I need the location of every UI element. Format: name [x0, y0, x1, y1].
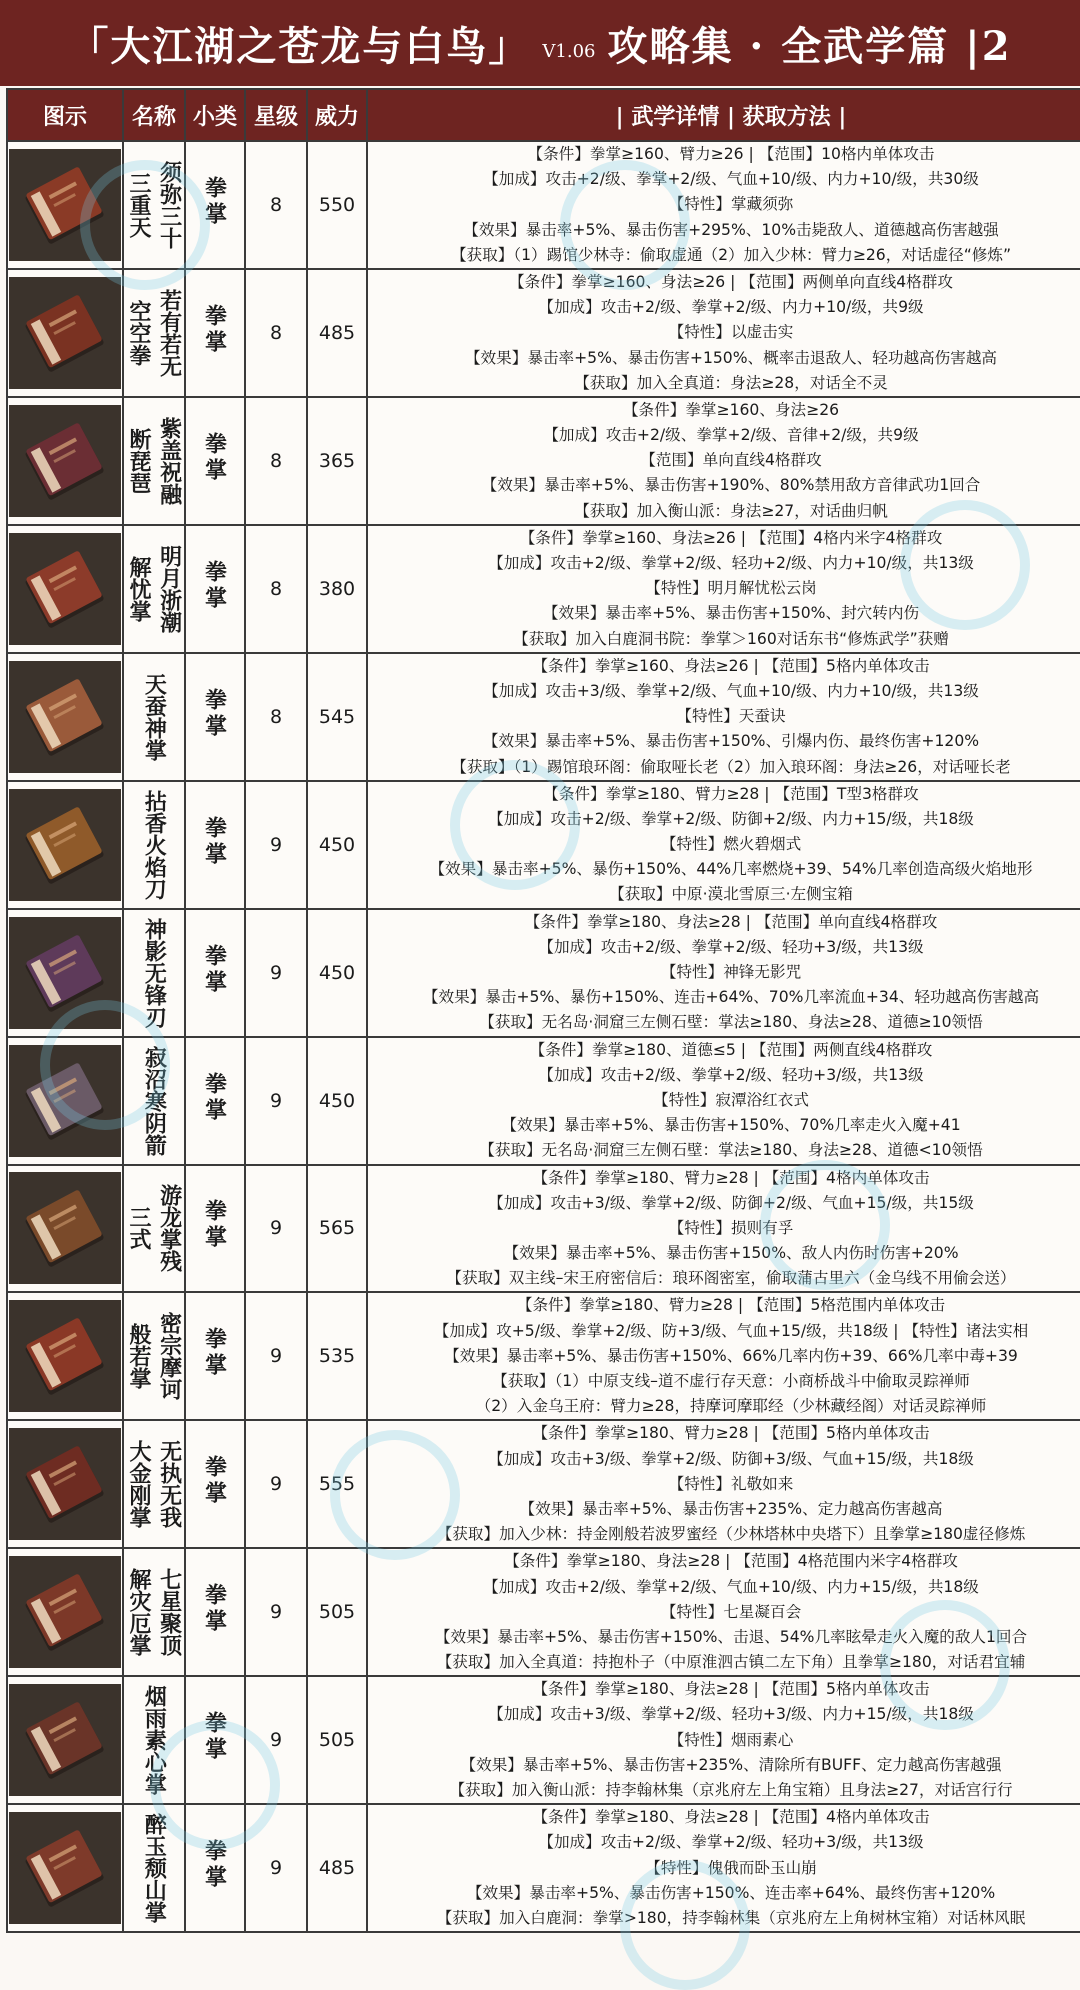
power-value: 485	[307, 1804, 367, 1932]
table-row	[7, 1420, 1080, 1548]
category-cell	[185, 397, 245, 525]
detail-line: 【条件】拳掌≥180、臂力≥28 | 【范围】T型3格群攻	[543, 784, 919, 803]
bamboo-scroll-icon	[9, 661, 121, 773]
detail-line: 【获取】加入白鹿洞书院：拳掌＞160对话东书“修炼武学”获赠	[513, 629, 949, 648]
skill-name	[124, 785, 184, 905]
category-cell	[185, 1676, 245, 1804]
table-row	[7, 525, 1080, 653]
skill-name-column: 醉玉颓山掌	[141, 1813, 168, 1924]
skill-name-cell	[123, 1292, 185, 1420]
icon-cell	[7, 653, 123, 781]
skill-name-cell	[123, 525, 185, 653]
category-label: 拳掌	[201, 1327, 228, 1380]
star-level: 9	[245, 1804, 307, 1932]
category-cell	[185, 525, 245, 653]
icon-cell	[7, 909, 123, 1037]
star-level: 9	[245, 1165, 307, 1293]
category-cell	[185, 1804, 245, 1932]
skill-name-column: 神影无锋刃	[141, 917, 168, 1028]
detail-line: 【获取】加入衡山派：身法≥27，对话曲归帆	[574, 501, 888, 520]
skill-name-column: 若有若无	[156, 288, 183, 377]
category-cell	[185, 781, 245, 909]
detail-line: 【获取】中原·漠北雪原三·左侧宝箱	[609, 885, 853, 904]
skill-name-column: 游龙掌残	[156, 1184, 183, 1273]
detail-line: 【加成】攻击+2/级、拳掌+2/级、音律+2/级，共9级	[543, 426, 919, 445]
detail-line: 【特性】天蚕诀	[676, 707, 786, 726]
category-cell	[185, 1420, 245, 1548]
category-label: 拳掌	[201, 815, 228, 868]
detail-line: 【获取】（1）中原支线–道不虚行存天意：小商桥战斗中偷取灵踪禅师	[492, 1372, 970, 1390]
table-row	[7, 1804, 1080, 1932]
detail-line: 【特性】烟雨素心	[668, 1730, 794, 1749]
category-cell	[185, 653, 245, 781]
category-label: 拳掌	[201, 943, 228, 996]
column-header-category: 小类	[185, 89, 245, 141]
martial-arts-table	[6, 88, 1080, 1933]
book-darkred-icon	[9, 1428, 121, 1540]
detail-line: 【特性】神锋无影咒	[660, 963, 802, 981]
category-label: 拳掌	[201, 559, 228, 612]
category-cell	[185, 141, 245, 269]
detail-cell	[367, 1676, 1080, 1804]
detail-line: 【获取】无名岛·洞窟三左侧石壁：掌法≥180、身法≥28、道德<10领悟	[479, 1141, 983, 1160]
detail-line: 【获取】加入少林：持金刚般若波罗蜜经（少林塔林中央塔下）且拳掌≥180虚径修炼	[436, 1525, 1026, 1544]
skill-name	[124, 273, 184, 393]
detail-line: 【加成】攻击+3/级、拳掌+2/级、轻功+3/级、内力+15/级，共18级	[488, 1705, 974, 1724]
skill-name	[124, 529, 184, 649]
star-level: 9	[245, 1420, 307, 1548]
icon-cell	[7, 1292, 123, 1420]
category-label: 拳掌	[201, 1199, 228, 1252]
scroll-book-red-icon	[9, 149, 121, 261]
category-label: 拳掌	[201, 687, 228, 740]
skill-name-cell	[123, 1420, 185, 1548]
detail-line: 【特性】掌藏须弥	[668, 195, 794, 214]
category-label: 拳掌	[201, 1711, 228, 1764]
category-label: 拳掌	[201, 1583, 228, 1636]
column-header-details: | 武学详情 | 获取方法 |	[367, 89, 1080, 141]
detail-line: 【条件】拳掌≥160、身法≥26 | 【范围】两侧单向直线4格群攻	[509, 272, 953, 291]
detail-line: 【特性】七星凝百会	[660, 1602, 802, 1621]
power-value: 485	[307, 269, 367, 397]
detail-line: 【加成】攻击+2/级、拳掌+2/级、内力+10/级，共9级	[538, 298, 924, 317]
power-value: 450	[307, 1037, 367, 1165]
detail-line: 【条件】拳掌≥180、臂力≥28 | 【范围】5格范围内单体攻击	[516, 1296, 946, 1315]
detail-line: 【条件】拳掌≥180、臂力≥28 | 【范围】4格内单体攻击	[532, 1168, 930, 1187]
icon-cell	[7, 1165, 123, 1293]
detail-cell	[367, 909, 1080, 1037]
detail-line: 【特性】傀俄而卧玉山崩	[645, 1858, 817, 1877]
skill-name	[124, 1168, 184, 1288]
icon-cell	[7, 1037, 123, 1165]
book-torn-icon	[9, 1172, 121, 1284]
skill-name-column: 大金刚掌	[126, 1440, 152, 1529]
icon-cell	[7, 781, 123, 909]
skill-name-column: 三式	[126, 1206, 152, 1251]
detail-line: 【条件】拳掌≥160、身法≥26	[622, 400, 840, 419]
detail-line: 【效果】暴击率+5%、暴伤+150%、44%几率燃烧+39、54%几率创造高级火焰地形	[429, 860, 1033, 879]
table-body	[7, 141, 1080, 1932]
book-blue-icon	[9, 405, 121, 517]
skill-name	[124, 1552, 184, 1672]
skill-name-cell	[123, 781, 185, 909]
skill-name-column: 空空拳	[126, 299, 152, 366]
power-value: 380	[307, 525, 367, 653]
detail-line: 【获取】加入白鹿洞：拳掌>180，持李翰林集（京兆府左上角树林宝箱）对话林风眠	[436, 1908, 1026, 1927]
detail-line: 【获取】加入全真道：身法≥28，对话全不灵	[574, 373, 888, 392]
scroll-bundle-icon	[9, 1556, 121, 1668]
detail-line: 【特性】明月解忧松云岗	[645, 579, 817, 598]
category-label: 拳掌	[201, 1071, 228, 1124]
table-row	[7, 141, 1080, 269]
detail-line: 【加成】攻击+3/级、拳掌+2/级、防御+3/级、气血+15/级，共18级	[488, 1449, 974, 1468]
detail-cell	[367, 1548, 1080, 1676]
detail-line: 【获取】加入衡山派：持李翰林集（京兆府左上角宝箱）且身法≥27，对话宫行行	[449, 1781, 1013, 1799]
icon-cell	[7, 1804, 123, 1932]
star-level: 9	[245, 1548, 307, 1676]
star-level: 8	[245, 141, 307, 269]
table-row	[7, 1676, 1080, 1804]
skill-name-column: 烟雨素心掌	[141, 1685, 168, 1796]
skill-name-cell	[123, 1165, 185, 1293]
detail-cell	[367, 1037, 1080, 1165]
category-cell	[185, 909, 245, 1037]
category-cell	[185, 269, 245, 397]
star-level: 8	[245, 653, 307, 781]
detail-line: 【范围】单向直线4格群攻	[640, 451, 822, 470]
skill-name-cell	[123, 1548, 185, 1676]
detail-line: 【条件】拳掌≥180、身法≥28 | 【范围】4格范围内米字4格群攻	[504, 1552, 958, 1571]
table-row	[7, 269, 1080, 397]
category-label: 拳掌	[201, 175, 228, 228]
category-label: 拳掌	[201, 303, 228, 356]
power-value: 505	[307, 1676, 367, 1804]
detail-cell	[367, 525, 1080, 653]
table-header-row	[7, 89, 1080, 141]
detail-line: 【获取】加入全真道：持抱朴子（中原淮泗古镇二左下角）且拳掌≥180，对话君宜辅	[436, 1653, 1026, 1672]
book-open-icon	[9, 1812, 121, 1924]
skill-name-column: 天蚕神掌	[141, 672, 168, 761]
detail-cell	[367, 781, 1080, 909]
detail-line: 【效果】暴击率+5%、暴击伤害+150%、敌人内伤时伤害+20%	[503, 1244, 959, 1263]
icon-cell	[7, 1548, 123, 1676]
detail-line: 【条件】拳掌≥180、身法≥28 | 【范围】单向直线4格群攻	[524, 912, 938, 931]
book-red-clasp-icon	[9, 1300, 121, 1412]
detail-line: 【特性】损则有孚	[668, 1218, 794, 1237]
detail-line: 【效果】暴击率+5%、暴击伤害+150%、概率击退敌人、轻功越高伤害越高	[464, 348, 998, 367]
icon-cell	[7, 269, 123, 397]
skill-name-column: 须弥三十	[156, 160, 183, 249]
detail-line: 【条件】拳掌≥180、道德≤5 | 【范围】两侧直线4格群攻	[529, 1040, 933, 1059]
table-row	[7, 1292, 1080, 1420]
skill-name-cell	[123, 141, 185, 269]
skill-name-column: 密宗摩诃	[156, 1312, 183, 1401]
detail-cell	[367, 1420, 1080, 1548]
detail-line: 【特性】寂潭浴红衣式	[653, 1090, 809, 1109]
book-gold-icon	[9, 789, 121, 901]
detail-cell	[367, 1804, 1080, 1932]
detail-line: 【加成】攻击+2/级、拳掌+2/级、轻功+3/级，共13级	[538, 1065, 924, 1084]
detail-line: 【条件】拳掌≥180、臂力≥28 | 【范围】5格内单体攻击	[532, 1424, 930, 1443]
detail-line: 【效果】暴击率+5%、暴击伤害+150%、封穴转内伤	[542, 604, 920, 623]
star-level: 8	[245, 269, 307, 397]
detail-cell	[367, 1292, 1080, 1420]
detail-line: 【效果】暴击率+5%、暴击伤害+150%、连击率+64%、最终伤害+120%	[466, 1883, 996, 1902]
table-row	[7, 397, 1080, 525]
power-value: 450	[307, 781, 367, 909]
detail-line: 【加成】攻击+2/级、拳掌+2/级、气血+10/级、内力+15/级，共18级	[483, 1577, 979, 1596]
detail-cell	[367, 269, 1080, 397]
skill-name-cell	[123, 653, 185, 781]
table-row	[7, 1548, 1080, 1676]
icon-cell	[7, 1420, 123, 1548]
skill-name-column: 七星聚顶	[156, 1568, 183, 1657]
star-level: 9	[245, 1676, 307, 1804]
skill-name-column: 断琵琶	[126, 427, 152, 494]
skill-name-column: 无执无我	[156, 1440, 183, 1529]
detail-line: 【加成】攻击+2/级、拳掌+2/级、防御+2/级、内力+15/级，共18级	[488, 809, 974, 828]
skill-name-cell	[123, 1037, 185, 1165]
table-row	[7, 653, 1080, 781]
detail-line: 【加成】攻击+2/级、拳掌+2/级、轻功+3/级，共13级	[538, 1833, 924, 1852]
rock-stone-icon	[9, 1045, 121, 1157]
skill-name-column: 紫盖祝融	[156, 416, 183, 505]
skill-name-cell	[123, 1804, 185, 1932]
skill-name-column: 解灾厄掌	[126, 1568, 152, 1657]
detail-line: （2）入金乌王府：臂力≥28，持摩诃摩耶经（少林藏经阁）对话灵踪禅师	[475, 1397, 987, 1416]
detail-line: 【获取】（1）踢馆琅环阁：偷取哑长老（2）加入琅环阁：身法≥26，对话哑长老	[451, 757, 1011, 776]
star-level: 9	[245, 781, 307, 909]
book-red-icon	[9, 533, 121, 645]
detail-line: 【获取】（1）踢馆少林寺：偷取虚通（2）加入少林：臂力≥26，对话虚径“修炼”	[450, 245, 1012, 264]
detail-line: 【加成】攻击+2/级、拳掌+2/级、轻功+2/级、内力+10/级，共13级	[488, 554, 974, 572]
page-subtitle: 攻略集 · 全武学篇 |2	[607, 22, 1012, 70]
icon-cell	[7, 397, 123, 525]
detail-line: 【效果】暴击+5%、暴伤+150%、连击+64%、70%几率流血+34、轻功越高伤害越高	[422, 988, 1040, 1007]
table-row	[7, 1165, 1080, 1293]
detail-line: 【加成】攻击+3/级、拳掌+2/级、防御+2/级、气血+15/级，共15级	[488, 1193, 974, 1212]
detail-line: 【获取】双主线–宋王府密信后：琅环阁密室，偷取蒲古里六（金乌线不用偷会送）	[446, 1269, 1016, 1288]
detail-line: 【条件】拳掌≥180、身法≥28 | 【范围】5格内单体攻击	[532, 1680, 930, 1699]
detail-line: 【效果】暴击率+5%、暴击伤害+150%、66%几率内伤+39、66%几率中毒+39	[444, 1346, 1018, 1365]
power-value: 550	[307, 141, 367, 269]
skill-name-column: 般若掌	[126, 1323, 152, 1390]
column-header-stars: 星级	[245, 89, 307, 141]
page-title: 「大江湖之苍龙与白鸟」	[68, 22, 531, 70]
detail-cell	[367, 397, 1080, 525]
skill-name-column: 明月浙潮	[156, 544, 183, 633]
power-value: 450	[307, 909, 367, 1037]
detail-line: 【效果】暴击率+5%、暴击伤害+150%、70%几率走火入魔+41	[501, 1116, 961, 1135]
star-level: 9	[245, 1037, 307, 1165]
detail-line: 【效果】暴击率+5%、暴击伤害+150%、引爆内伤、最终伤害+120%	[482, 732, 980, 751]
power-value: 545	[307, 653, 367, 781]
detail-line: 【特性】以虚击实	[668, 323, 794, 342]
table-row	[7, 1037, 1080, 1165]
detail-line: 【条件】拳掌≥180、身法≥28 | 【范围】4格内单体攻击	[532, 1808, 930, 1827]
detail-line: 【效果】暴击率+5%、暴击伤害+190%、80%禁用敌方音律武功1回合	[481, 476, 981, 495]
detail-cell	[367, 1165, 1080, 1293]
skill-name-column: 解忧掌	[126, 555, 152, 622]
detail-line: 【加成】攻击+2/级、拳掌+2/级、轻功+3/级，共13级	[538, 937, 924, 956]
detail-line: 【加成】攻击+2/级、拳掌+2/级、气血+10/级、内力+10/级，共30级	[483, 170, 979, 189]
star-level: 9	[245, 1292, 307, 1420]
skill-name-cell	[123, 1676, 185, 1804]
detail-line: 【条件】拳掌≥160、身法≥26 | 【范围】5格内单体攻击	[532, 656, 930, 675]
detail-cell	[367, 653, 1080, 781]
skill-name-column: 拈香火焰刀	[141, 789, 168, 900]
detail-line: 【效果】暴击率+5%、暴击伤害+295%、10%击毙敌人、道德越高伤害越强	[463, 220, 999, 239]
skill-name-cell	[123, 909, 185, 1037]
version-label: V1.06	[542, 40, 596, 62]
star-level: 9	[245, 909, 307, 1037]
skill-name-column: 寂沼寒阴箭	[141, 1045, 168, 1156]
title-banner	[0, 0, 1080, 86]
category-cell	[185, 1292, 245, 1420]
icon-cell	[7, 141, 123, 269]
book-plain-icon	[9, 1684, 121, 1796]
star-level: 8	[245, 525, 307, 653]
column-header-name: 名称	[123, 89, 185, 141]
column-header-power: 威力	[307, 89, 367, 141]
detail-line: 【特性】燃火碧烟式	[660, 835, 802, 854]
skill-name	[124, 1424, 184, 1544]
detail-line: 【加成】攻+5/级、拳掌+2/级、防+3/级、气血+15/级，共18级 | 【特性】诸法实相	[433, 1321, 1029, 1340]
skill-name-cell	[123, 397, 185, 525]
detail-line: 【获取】无名岛·洞窟三左侧石壁：掌法≥180、身法≥28、道德≥10领悟	[479, 1013, 983, 1032]
category-label: 拳掌	[201, 1455, 228, 1508]
skill-name	[124, 1808, 184, 1928]
detail-line: 【特性】礼敬如来	[668, 1474, 794, 1493]
book-brown-icon	[9, 277, 121, 389]
skill-name-column: 三重天	[126, 171, 152, 238]
power-value: 535	[307, 1292, 367, 1420]
table-row	[7, 909, 1080, 1037]
skill-name	[124, 401, 184, 521]
detail-line: 【条件】拳掌≥160、身法≥26 | 【范围】4格内米字4格群攻	[519, 528, 943, 547]
skill-name	[124, 1680, 184, 1800]
column-header-icon: 图示	[7, 89, 123, 141]
category-label: 拳掌	[201, 431, 228, 484]
power-value: 565	[307, 1165, 367, 1293]
detail-line: 【效果】暴击率+5%、暴击伤害+150%、击退、54%几率眩晕走火入魔的敌人1回合	[434, 1627, 1028, 1646]
power-value: 365	[307, 397, 367, 525]
skill-name-cell	[123, 269, 185, 397]
star-level: 8	[245, 397, 307, 525]
detail-line: 【效果】暴击率+5%、暴击伤害+235%、定力越高伤害越高	[519, 1499, 943, 1518]
skill-name	[124, 1041, 184, 1161]
detail-line: 【效果】暴击率+5%、暴击伤害+235%、清除所有BUFF、定力越高伤害越强	[460, 1755, 1002, 1774]
category-cell	[185, 1165, 245, 1293]
category-cell	[185, 1037, 245, 1165]
icon-cell	[7, 525, 123, 653]
book-purple-icon	[9, 917, 121, 1029]
detail-cell	[367, 141, 1080, 269]
power-value: 505	[307, 1548, 367, 1676]
power-value: 555	[307, 1420, 367, 1548]
skill-name	[124, 1296, 184, 1416]
skill-name	[124, 145, 184, 265]
skill-name	[124, 657, 184, 777]
detail-line: 【条件】拳掌≥160、臂力≥26 | 【范围】10格内单体攻击	[527, 145, 935, 163]
icon-cell	[7, 1676, 123, 1804]
category-label: 拳掌	[201, 1839, 228, 1892]
category-cell	[185, 1548, 245, 1676]
skill-name	[124, 913, 184, 1033]
table-row	[7, 781, 1080, 909]
detail-line: 【加成】攻击+3/级、拳掌+2/级、气血+10/级、内力+10/级，共13级	[483, 681, 979, 700]
